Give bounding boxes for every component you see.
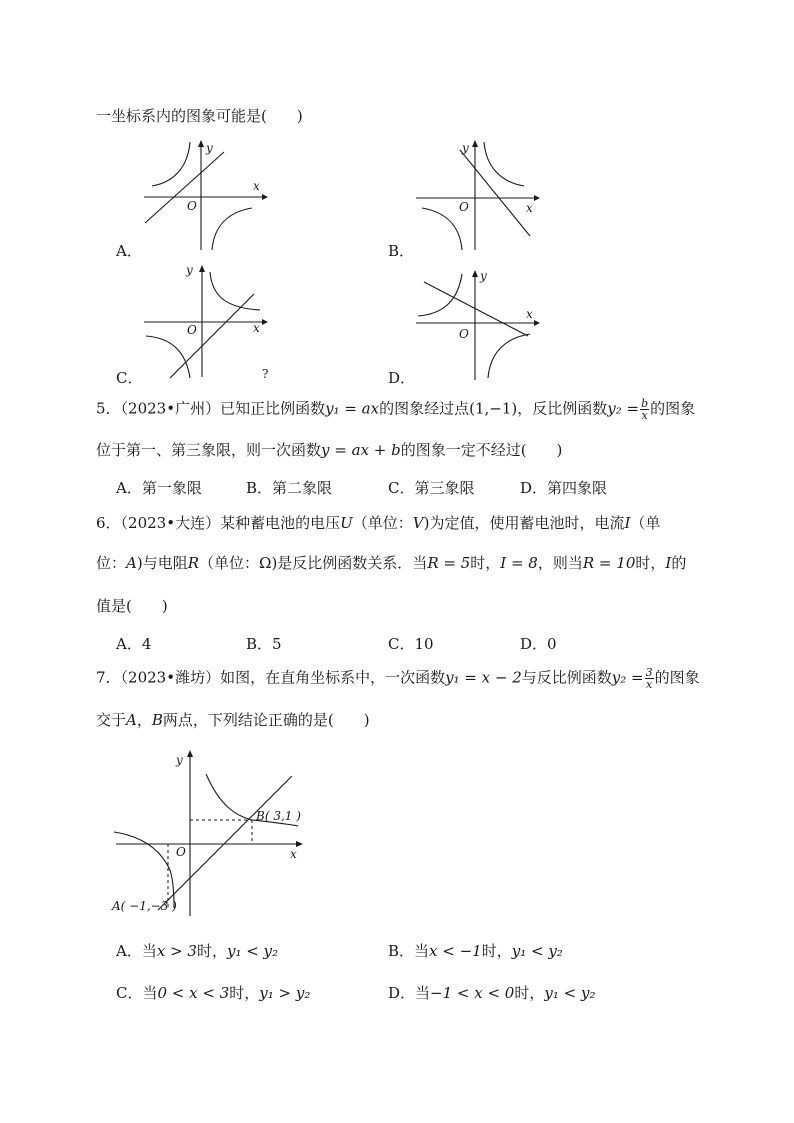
q5-line2: 位于第一、第三象限，则一次函数y = ax + b的图象一定不经过( ) xyxy=(96,441,563,459)
svg-text:y: y xyxy=(186,263,193,277)
q6-option-d[interactable]: D．0 xyxy=(520,635,557,653)
graph-d-curve-q2 xyxy=(418,274,462,316)
q7-point-b: B( 3,1 ) xyxy=(256,809,301,823)
q5-option-c[interactable]: C．第三象限 xyxy=(388,479,475,497)
graph-d-curve-q4 xyxy=(488,334,530,378)
graph-a-curve-q2 xyxy=(152,142,190,186)
q5-option-b[interactable]: B．第二象限 xyxy=(246,479,333,497)
q6-option-a[interactable]: A．4 xyxy=(116,635,152,653)
graph-a-origin: O xyxy=(187,199,197,213)
q7-option-d[interactable]: D．当−1 < x < 0时，y₁ < y₂ xyxy=(388,984,596,1002)
svg-text:O: O xyxy=(176,845,186,859)
svg-text:x: x xyxy=(253,321,260,335)
q5-option-a[interactable]: A．第一象限 xyxy=(116,479,202,497)
graph-b-curve-q1 xyxy=(484,142,524,186)
q5-option-d[interactable]: D．第四象限 xyxy=(520,479,608,497)
graph-a-curve-q4 xyxy=(212,208,252,250)
q7-line xyxy=(158,776,292,910)
q7-option-c[interactable]: C．当0 < x < 3时，y₁ > y₂ xyxy=(116,984,311,1002)
q6-line1: 6．（2023•大连）某种蓄电池的电压U（单位：V)为定值，使用蓄电池时，电流I（单 xyxy=(96,514,661,532)
graph-c-line xyxy=(170,294,254,378)
graph-d-label: D． xyxy=(388,369,416,387)
graph-a-x-label: x xyxy=(253,179,260,193)
q7-hyperbola-q3 xyxy=(114,832,174,908)
svg-text:O: O xyxy=(459,327,469,341)
q6-line3: 值是( ) xyxy=(96,597,168,615)
graph-b-label: B． xyxy=(388,242,415,260)
graph-a-y-label: y xyxy=(206,141,213,155)
svg-text:y: y xyxy=(480,269,487,283)
q7-line2: 交于A，B两点，下列结论正确的是( ) xyxy=(96,711,370,729)
q7-option-a[interactable]: A．当x > 3时，y₁ < y₂ xyxy=(116,942,279,960)
q6-option-b[interactable]: B．5 xyxy=(246,635,282,653)
q7-graph xyxy=(110,748,310,918)
svg-text:y: y xyxy=(176,753,183,767)
q7-line1: 7．（2023•潍坊）如图，在直角坐标系中，一次函数y₁ = x − 2与反比例函数y₂ = $\frac{3}{x}$ 的图象 xyxy=(96,666,700,691)
q6-option-c[interactable]: C．10 xyxy=(388,635,434,653)
q7-option-b[interactable]: B．当x < −1时，y₁ < y₂ xyxy=(388,942,563,960)
graph-c-curve-q1 xyxy=(210,272,260,310)
graph-c-curve-q3 xyxy=(146,336,190,378)
graph-a-label: A． xyxy=(116,242,142,260)
svg-text:x: x xyxy=(526,307,533,321)
svg-text:x: x xyxy=(526,201,533,215)
graph-b-curve-q3 xyxy=(422,208,462,250)
graph-a xyxy=(140,138,270,253)
graph-b xyxy=(412,138,542,253)
q5-line1: 5．（2023•广州）已知正比例函数y₁ = ax的图象经过点(1,−1)，反比例函数y₂ = $\frac{b}{x}$ 的图象 xyxy=(96,397,696,422)
q4-stem-tail: 一坐标系内的图象可能是( ) xyxy=(96,107,303,125)
graph-c-label: C． xyxy=(116,369,143,387)
svg-text:y: y xyxy=(462,141,469,155)
svg-text:x: x xyxy=(290,847,297,861)
graph-a-y-arrow xyxy=(198,140,204,147)
svg-text:O: O xyxy=(187,323,197,337)
graph-d xyxy=(412,268,542,383)
graph-d-line xyxy=(424,282,528,336)
svg-text:O: O xyxy=(459,200,469,214)
q7-point-a: A( −1,−3 ) xyxy=(112,899,177,913)
graph-b-line xyxy=(460,150,530,236)
graph-a-x-arrow xyxy=(262,194,268,200)
graph-c-mark: ? xyxy=(262,367,269,381)
graph-c xyxy=(140,262,270,382)
q6-line2: 位：A)与电阻R（单位：Ω)是反比例函数关系．当R = 5时，I = 8，则当R = 10时，I的 xyxy=(96,554,687,572)
